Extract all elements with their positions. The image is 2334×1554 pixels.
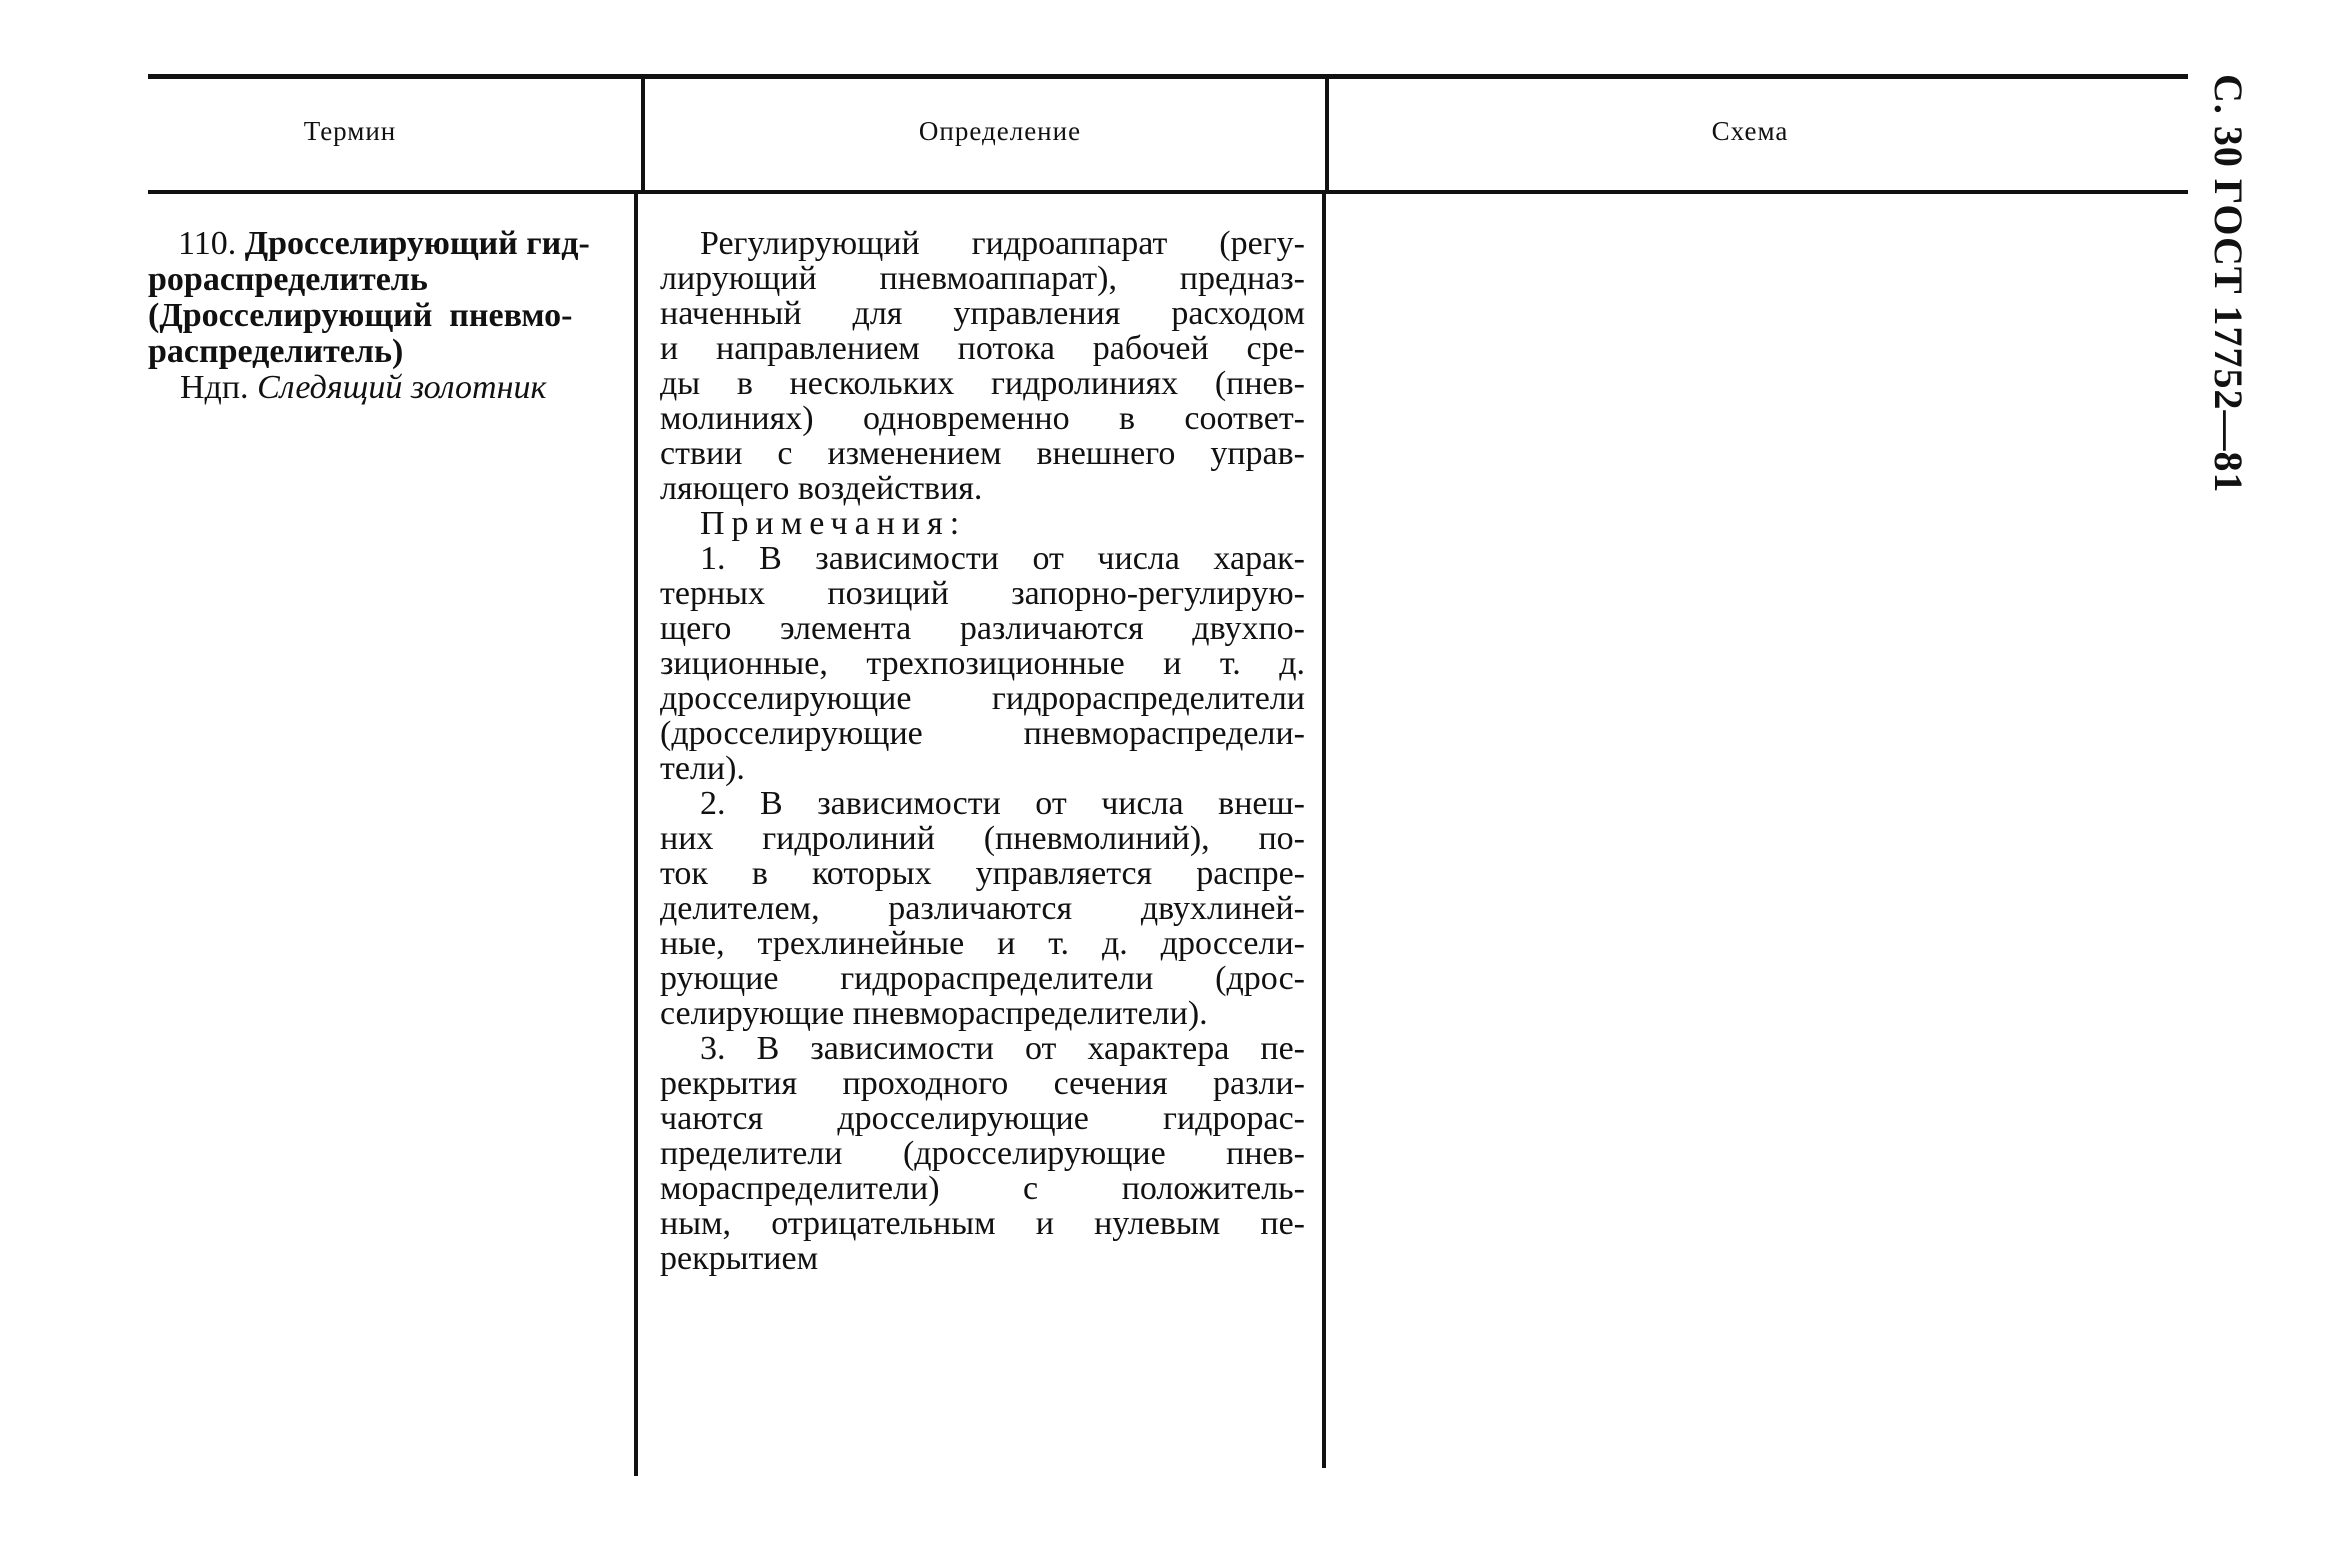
term-text-3: (Дросселирующий пневмо- — [148, 297, 573, 334]
column-divider-term-header — [641, 77, 645, 191]
note-2-line: рующие гидрораспределители (дрос- — [660, 960, 1305, 997]
term-text-1: Дросселирующий гид- — [244, 225, 590, 262]
definition-line: молиниях) одновременно в соответ- — [660, 400, 1305, 437]
note-1-line: дросселирующие гидрораспределители — [660, 680, 1305, 717]
note-1-line: терных позиций запорно-регулирую- — [660, 575, 1305, 612]
note-1-line: (дросселирующие пневмораспредели- — [660, 715, 1305, 752]
column-divider-definition — [1322, 194, 1326, 1468]
note-3-line: чаются дросселирующие гидрорас- — [660, 1100, 1305, 1137]
note-2-line: ток в которых управляется распре- — [660, 855, 1305, 892]
note-1-line: зиционные, трехпозиционные и т. д. — [660, 645, 1305, 682]
table-header-rule — [148, 190, 2188, 194]
definition-line: ды в нескольких гидролиниях (пнев- — [660, 365, 1305, 402]
definition-line: наченный для управления расходом — [660, 295, 1305, 332]
column-divider-definition-header — [1325, 77, 1329, 191]
definition-line: ляющего воздействия. — [660, 470, 983, 507]
deprecated-term: Следящий золотник — [257, 369, 547, 406]
note-3-line: рекрытия проходного сечения разли- — [660, 1065, 1305, 1102]
term-line-2 — [148, 262, 622, 298]
note-3-line: рекрытием — [660, 1240, 819, 1277]
note-2-line: них гидролиний (пневмолиний), по- — [660, 820, 1305, 857]
term-line-3 — [148, 298, 622, 334]
definition-line: Регулирующий гидроаппарат (регу- — [700, 225, 1305, 262]
definition-cell — [660, 226, 1305, 1276]
page-header-text: С. 30 ГОСТ 17752—81 — [2206, 74, 2251, 494]
definition-line: ствии с изменением внешнего управ- — [660, 435, 1305, 472]
term-line-1 — [148, 226, 622, 262]
column-header-scheme: Схема — [1711, 116, 1789, 146]
note-1-line: щего элемента различаются двухпо- — [660, 610, 1305, 647]
deprecated-term-line — [148, 370, 622, 406]
note-1-line: тели). — [660, 750, 745, 787]
note-2-line: 2. В зависимости от числа внеш- — [700, 785, 1305, 822]
column-header-definition: Определение — [918, 116, 1082, 146]
note-3-line: ным, отрицательным и нулевым пе- — [660, 1205, 1305, 1242]
entry-number: 110. — [178, 225, 237, 262]
ndp-label: Ндп. — [180, 369, 249, 406]
column-divider-term — [634, 194, 638, 1476]
note-2-line: делителем, различаются двухлиней- — [660, 890, 1305, 927]
term-line-4 — [148, 334, 622, 370]
table-top-rule — [148, 74, 2188, 79]
page-header — [2200, 74, 2270, 494]
term-text-2: рораспределитель — [148, 261, 428, 298]
term-cell — [148, 226, 622, 406]
note-1-line: 1. В зависимости от числа харак- — [700, 540, 1305, 577]
note-3-line: пределители (дросселирующие пнев- — [660, 1135, 1305, 1172]
note-3-line: мораспределители) с положитель- — [660, 1170, 1305, 1207]
note-3-line: 3. В зависимости от характера пе- — [700, 1030, 1305, 1067]
definition-line: лирующий пневмоаппарат), предназ- — [660, 260, 1305, 297]
note-2-line: селирующие пневмораспределители). — [660, 995, 1208, 1032]
definition-line: и направлением потока рабочей сре- — [660, 330, 1305, 367]
note-2-line: ные, трехлинейные и т. д. дроссели- — [660, 925, 1305, 962]
column-header-term: Термин — [303, 116, 397, 146]
term-text-4: распределитель) — [148, 333, 404, 370]
notes-title: Примечания: — [700, 505, 967, 542]
